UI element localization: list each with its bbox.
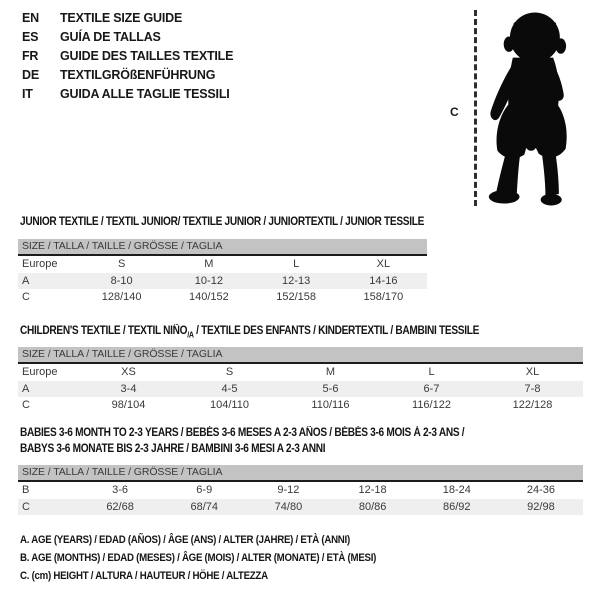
junior-table-title: JUNIOR TEXTILE / TEXTIL JUNIOR/ TEXTILE JUNIOR / JUNIORTEXTIL / JUNIOR TESSILE — [20, 216, 425, 228]
value-cell: 6-7 — [423, 382, 440, 395]
value-cell: 24-36 — [526, 484, 556, 497]
value-cell: XL — [525, 366, 540, 379]
row-label-cell: C — [22, 291, 30, 304]
value-cell: 158/170 — [363, 291, 404, 304]
footnote-c: C. (cm) HEIGHT / ALTURA / HAUTEUR / HÖHE / ALTEZZA — [20, 570, 268, 582]
table-row — [18, 273, 427, 290]
table-row — [18, 364, 583, 381]
value-cell: 122/128 — [512, 399, 553, 412]
language-code: ES — [22, 29, 39, 44]
value-cell: 116/122 — [412, 399, 451, 412]
value-cell: 110/116 — [311, 399, 350, 412]
language-title: TEXTILGRÖßENFÜHRUNG — [60, 67, 216, 82]
table-row — [18, 499, 583, 516]
value-cell: 98/104 — [111, 399, 146, 412]
language-title: GUIDA ALLE TAGLIE TESSILI — [60, 86, 230, 101]
row-label-cell: A — [22, 274, 30, 287]
size-header-bar: SIZE / TALLA / TAILLE / GRÖSSE / TAGLIA — [18, 465, 583, 480]
row-label-cell: C — [22, 500, 30, 513]
language-code: DE — [22, 67, 39, 82]
language-title: TEXTILE SIZE GUIDE — [60, 10, 183, 25]
footnotes — [20, 531, 425, 585]
footnote-a: A. AGE (YEARS) / EDAD (AÑOS) / ÂGE (ANS) / ALTER (JAHRE) / ETÀ (ANNI) — [20, 534, 350, 546]
value-cell: 8-10 — [110, 274, 133, 287]
language-code: FR — [22, 48, 39, 63]
language-code: EN — [22, 10, 39, 25]
babies-size-table — [18, 465, 583, 515]
value-cell: 4-5 — [221, 382, 238, 395]
value-cell: XS — [121, 366, 136, 379]
value-cell: 12-13 — [282, 274, 311, 287]
value-cell: 68/74 — [190, 500, 219, 513]
value-cell: 10-12 — [194, 274, 223, 287]
value-cell: M — [204, 258, 214, 271]
table-row — [18, 381, 583, 398]
row-label-cell: C — [22, 399, 30, 412]
value-cell: 140/152 — [188, 291, 229, 304]
language-title: GUÍA DE TALLAS — [60, 29, 161, 44]
value-cell: 14-16 — [369, 274, 398, 287]
junior-size-table — [18, 239, 427, 306]
value-cell: 62/68 — [106, 500, 134, 513]
table-row — [18, 289, 427, 306]
value-cell: 3-6 — [112, 484, 129, 497]
row-label-cell: A — [22, 382, 30, 395]
language-code: IT — [22, 86, 33, 101]
value-cell: S — [117, 258, 126, 271]
baby-silhouette-icon — [484, 5, 580, 212]
table-row — [18, 397, 583, 414]
value-cell: 104/110 — [210, 399, 249, 412]
footnote-b: B. AGE (MONTHS) / EDAD (MESES) / ÂGE (MOIS) / ALTER (MONATE) / ETÀ (MESI) — [20, 552, 377, 564]
title-text: CHILDREN'S TEXTILE / TEXTIL NIÑO — [20, 325, 188, 337]
language-title: GUIDE DES TAILLES TEXTILE — [60, 48, 234, 63]
language-row-de — [22, 65, 233, 84]
height-marker-label: C — [450, 105, 459, 119]
row-label-cell: Europe — [22, 258, 58, 271]
title-subscript: /A — [187, 330, 194, 340]
value-cell: 18-24 — [442, 484, 471, 497]
language-row-it — [22, 84, 233, 103]
value-cell: XL — [376, 258, 391, 271]
value-cell: 5-6 — [322, 382, 339, 395]
size-header-bar: SIZE / TALLA / TAILLE / GRÖSSE / TAGLIA — [18, 239, 427, 254]
value-cell: 6-9 — [196, 484, 213, 497]
table-row — [18, 482, 583, 499]
language-row-es — [22, 27, 233, 46]
value-cell: 3-4 — [120, 382, 137, 395]
value-cell: 80/86 — [358, 500, 387, 513]
title-line-2: BABYS 3-6 MONATE BIS 2-3 JAHRE / BAMBINI 3-6 MESI A 2-3 ANNI — [20, 443, 326, 455]
value-cell: M — [325, 366, 336, 379]
table-row — [18, 256, 427, 273]
value-cell: L — [293, 258, 300, 271]
value-cell: 74/80 — [274, 500, 303, 513]
value-cell: 152/158 — [276, 291, 316, 304]
value-cell: S — [225, 366, 234, 379]
size-header-bar: SIZE / TALLA / TAILLE / GRÖSSE / TAGLIA — [18, 347, 583, 362]
height-dashed-line — [474, 10, 477, 206]
row-label-cell: B — [22, 484, 30, 497]
value-cell: 128/140 — [101, 291, 142, 304]
value-cell: 86/92 — [443, 500, 471, 513]
title-line-1: BABIES 3-6 MONTH TO 2-3 YEARS / BEBÉS 3-6 MESES A 2-3 AÑOS / BÉBÉS 3-6 MOIS À 2-3 ANS / — [20, 427, 465, 439]
language-row-en — [22, 8, 233, 27]
value-cell: 12-18 — [358, 484, 387, 497]
value-cell: 92/98 — [527, 500, 555, 513]
value-cell: 7-8 — [524, 382, 541, 395]
title-text: / TEXTILE DES ENFANTS / KINDERTEXTIL / BAMBINI TESSILE — [193, 325, 480, 337]
children-size-table — [18, 347, 583, 414]
row-label-cell: Europe — [22, 366, 58, 379]
babies-table-title — [20, 425, 464, 457]
language-row-fr — [22, 46, 233, 65]
language-guide — [22, 8, 233, 103]
value-cell: L — [428, 366, 435, 379]
children-table-title — [20, 323, 479, 343]
value-cell: 9-12 — [277, 484, 300, 497]
